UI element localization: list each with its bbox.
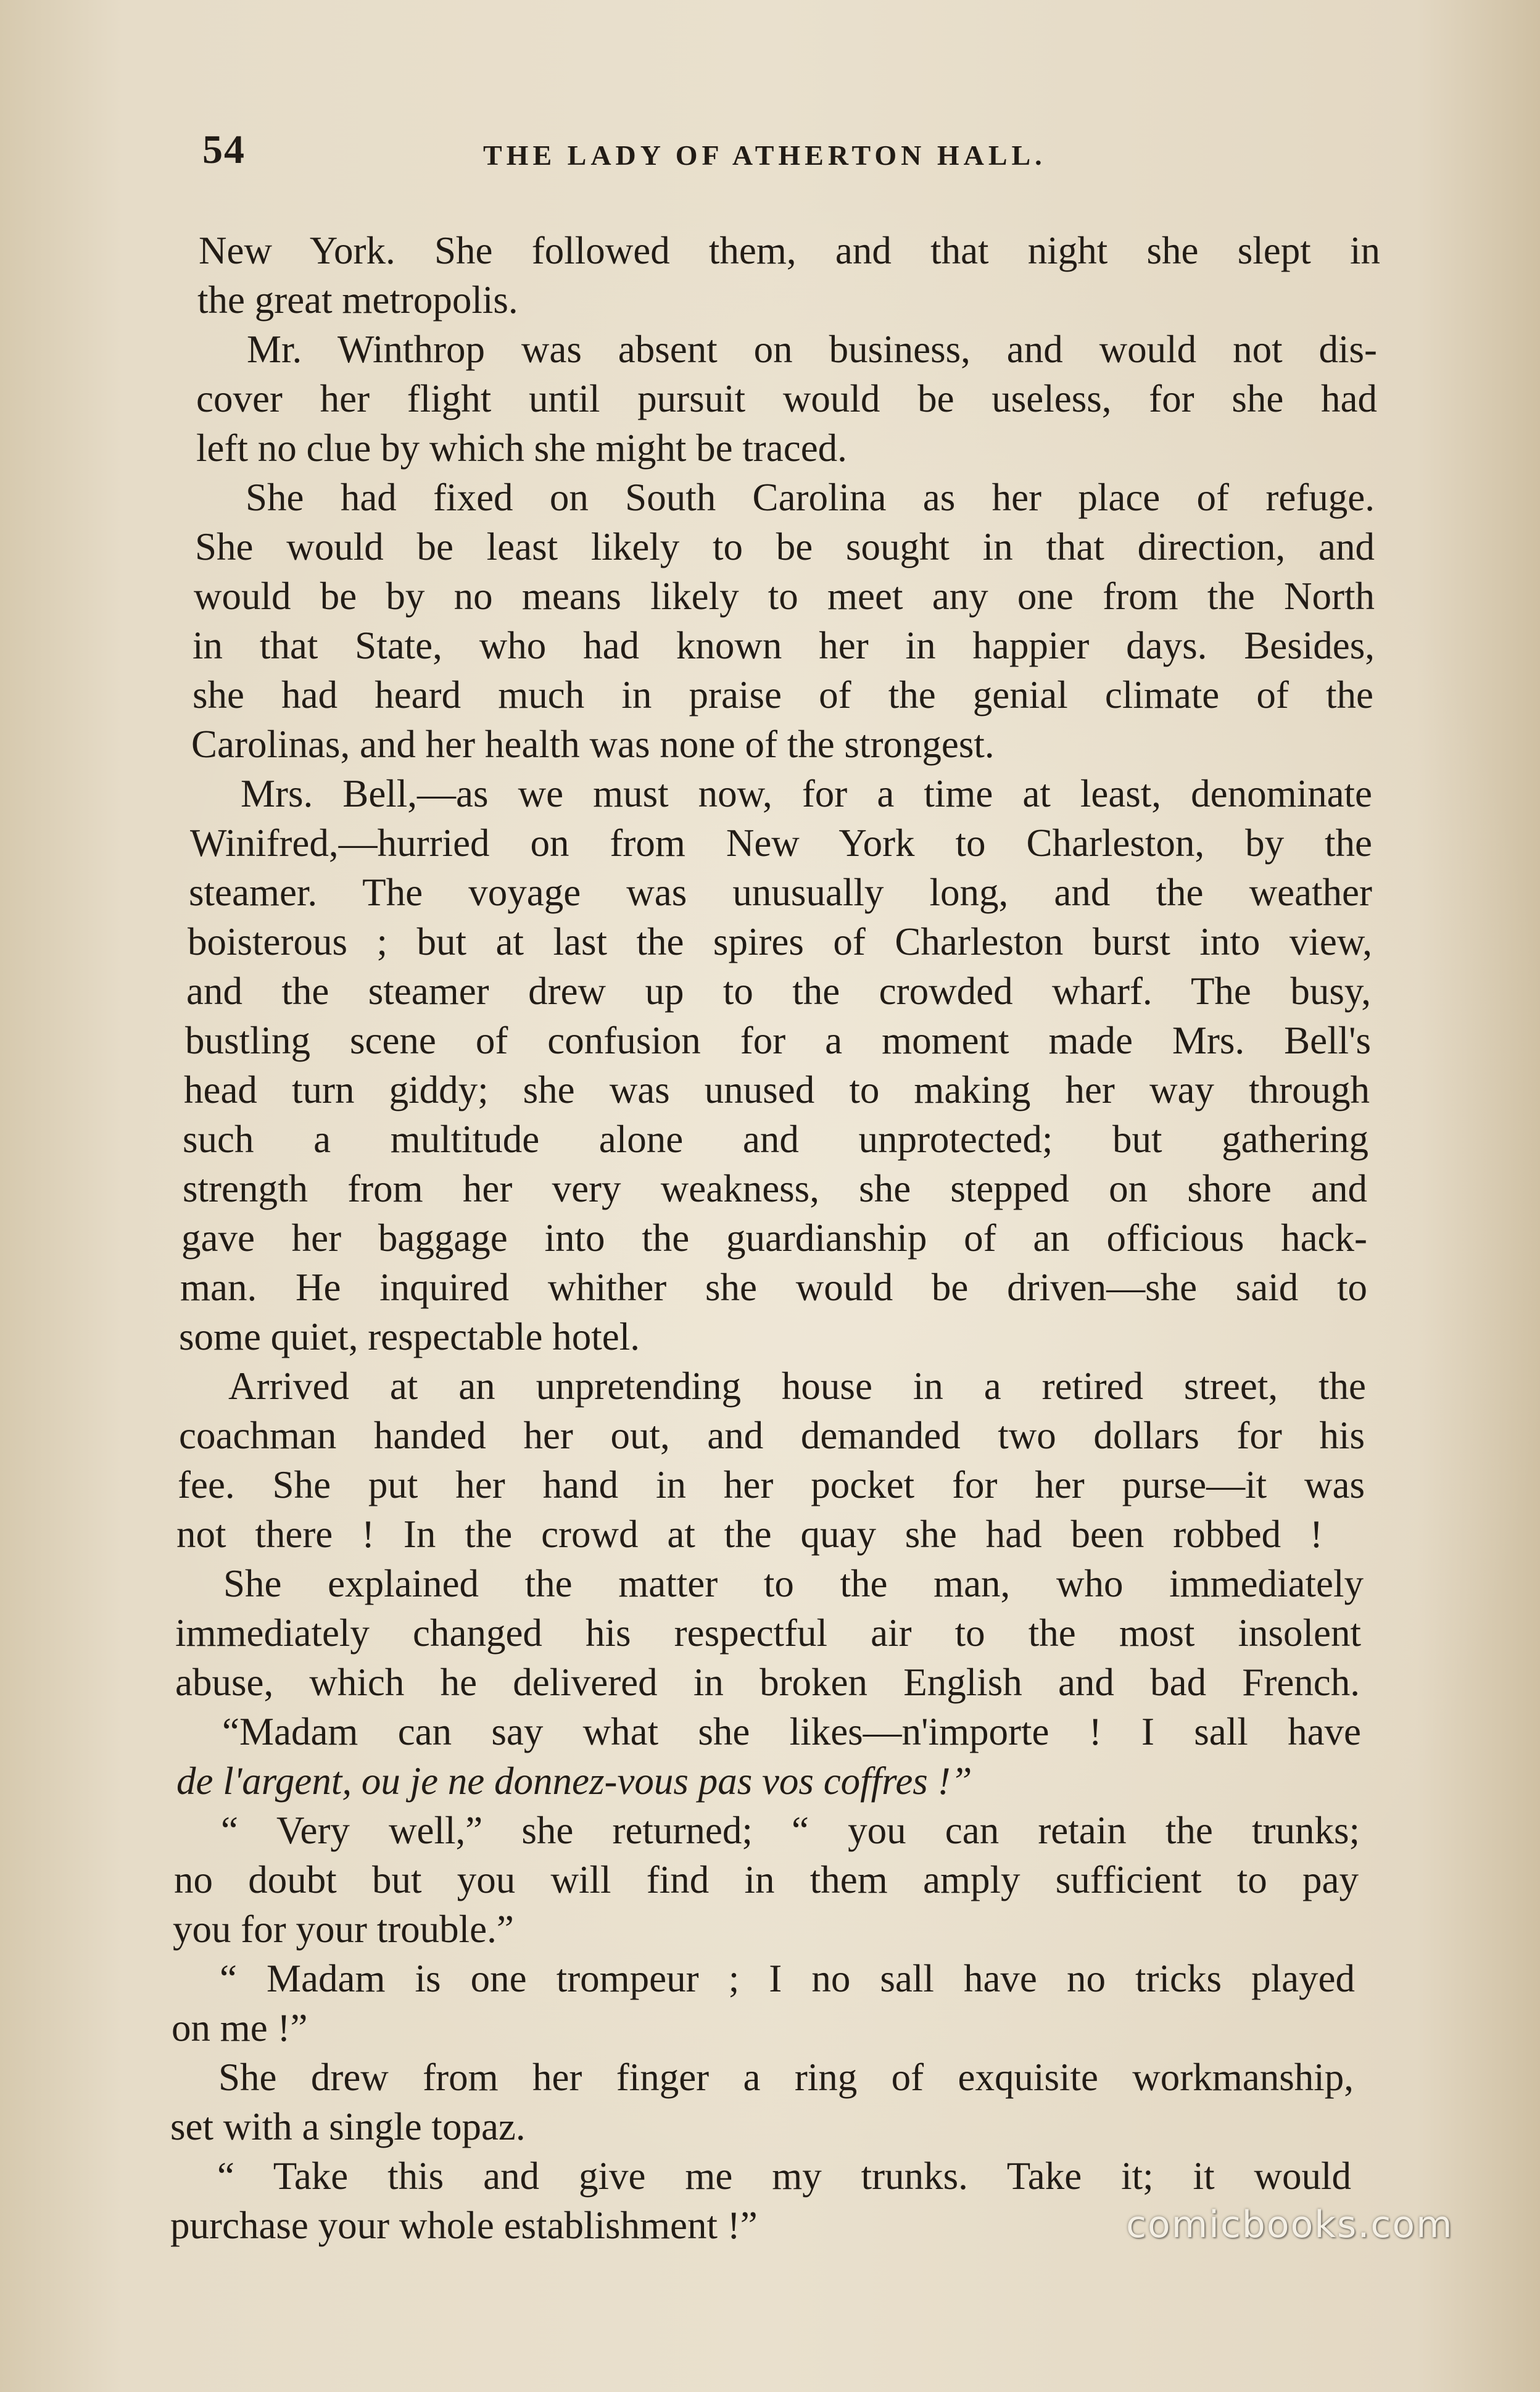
text-line: immediately changed his respectful air to the most insolent xyxy=(175,1611,1361,1655)
text-line: on me !” xyxy=(172,2006,308,2049)
text-line: fee. She put her hand in her pocket for her purse—it was xyxy=(178,1463,1365,1506)
text-line: She explained the matter to the man, who immediately xyxy=(223,1562,1364,1605)
text-line: Mrs. Bell,—as we must now, for a time at least, denominate xyxy=(241,772,1372,815)
text-line: She had fixed on South Carolina as her place of refuge. xyxy=(246,476,1375,519)
text-line: “ Very well,” she returned; “ you can retain the trunks; xyxy=(221,1809,1360,1852)
text-line: she had heard much in praise of the genial climate of the xyxy=(192,673,1373,716)
text-line: She would be least likely to be sought in that direction, and xyxy=(195,525,1375,568)
text-line: Arrived at an unpretending house in a retired street, the xyxy=(228,1364,1366,1408)
text-line: Mr. Winthrop was absent on business, and would not dis- xyxy=(247,328,1377,371)
text-line: “ Take this and give me my trunks. Take it; it would xyxy=(217,2154,1351,2198)
text-line: not there ! In the crowd at the quay she had been robbed ! xyxy=(176,1513,1323,1556)
text-line: Winifred,—hurried on from New York to Charleston, by the xyxy=(190,821,1372,865)
page-header xyxy=(202,127,1362,188)
text-line: you for your trouble.” xyxy=(173,1908,514,1951)
text-line: would be by no means likely to meet any one from the North xyxy=(194,575,1375,618)
text-line: set with a single topaz. xyxy=(170,2105,526,2148)
text-line: purchase your whole establishment !” xyxy=(170,2204,758,2247)
text-line: steamer. The voyage was unusually long, and the weather xyxy=(189,871,1372,914)
text-line: and the steamer drew up to the crowded wharf. The busy, xyxy=(186,970,1371,1013)
text-line: She drew from her finger a ring of exquisite workmanship, xyxy=(218,2056,1354,2099)
text-line: New York. She followed them, and that night she slept in xyxy=(199,229,1380,272)
text-line: “ Madam is one trompeur ; I no sall have no tricks played xyxy=(220,1957,1355,2000)
text-line: strength from her very weakness, she stepped on shore and xyxy=(183,1167,1367,1210)
text-line: cover her flight until pursuit would be useless, for she had xyxy=(196,377,1377,420)
text-line: bustling scene of confusion for a moment made Mrs. Bell's xyxy=(185,1019,1371,1062)
text-line: man. He inquired whither she would be driven—she said to xyxy=(180,1266,1367,1309)
text-line: coachman handed her out, and demanded two dollars for his xyxy=(179,1414,1365,1457)
text-line: boisterous ; but at last the spires of Charleston burst into view, xyxy=(188,920,1372,963)
text-line: abuse, which he delivered in broken English and bad French. xyxy=(175,1661,1360,1704)
text-line: head turn giddy; she was unused to making her way through xyxy=(184,1068,1370,1111)
text-line: no doubt but you will find in them amply sufficient to pay xyxy=(174,1858,1359,1901)
watermark: comicbooks.com xyxy=(1126,2203,1454,2246)
text-line: some quiet, respectable hotel. xyxy=(179,1315,640,1358)
text-line: the great metropolis. xyxy=(197,278,518,322)
text-line: in that State, who had known her in happier days. Besides, xyxy=(192,624,1375,667)
page-number: 54 xyxy=(202,127,246,172)
running-head: THE LADY OF ATHERTON HALL. xyxy=(483,139,1046,171)
text-line: Carolinas, and her health was none of the strongest. xyxy=(191,723,995,766)
text-line: such a multitude alone and unprotected; but gathering xyxy=(183,1118,1368,1161)
text-line: gave her baggage into the guardianship of an officious hack- xyxy=(181,1216,1367,1260)
text-line: “Madam can say what she likes—n'importe ! I sall have xyxy=(222,1710,1361,1753)
text-line: left no clue by which she might be traced. xyxy=(196,426,847,470)
text-line: de l'argent, ou je ne donnez-vous pas vos coffres !” xyxy=(176,1759,972,1803)
